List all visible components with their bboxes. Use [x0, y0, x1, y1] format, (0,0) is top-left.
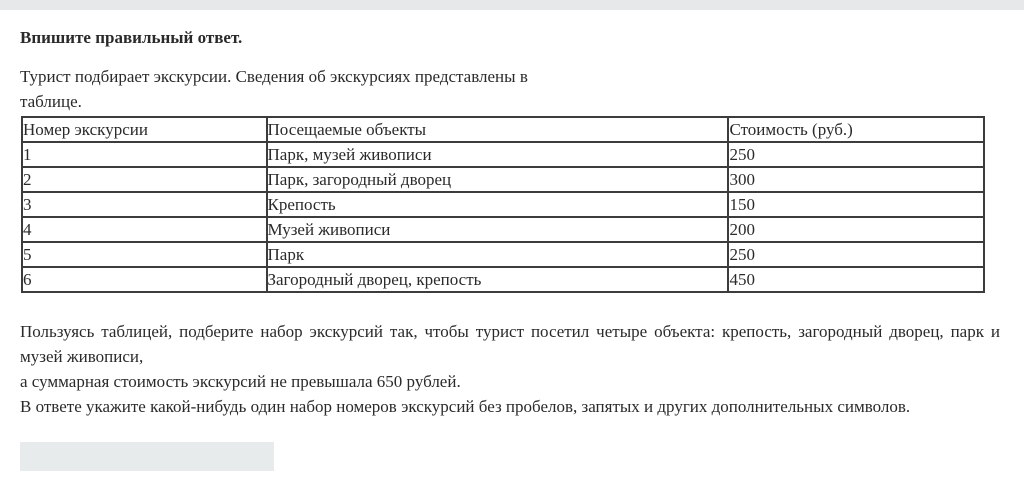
cell-number: 2: [22, 167, 267, 192]
cell-cost: 450: [728, 267, 984, 292]
cell-objects: Музей живописи: [267, 217, 729, 242]
cell-cost: 150: [728, 192, 984, 217]
table-header-row: [22, 117, 984, 142]
table-row: [22, 192, 984, 217]
cell-cost: 200: [728, 217, 984, 242]
cell-number: 3: [22, 192, 267, 217]
header-cell-objects: Посещаемые объекты: [267, 117, 729, 142]
instruction-text: Впишите правильный ответ.: [20, 28, 243, 47]
cell-cost: 250: [728, 142, 984, 167]
cell-number: 4: [22, 217, 267, 242]
cell-objects: Загородный дворец, крепость: [267, 267, 729, 292]
cell-number: 5: [22, 242, 267, 267]
table-row: [22, 142, 984, 167]
task-text: [20, 319, 1000, 419]
table-row: [22, 267, 984, 292]
cell-objects: Крепость: [267, 192, 729, 217]
answer-input[interactable]: [20, 442, 274, 471]
excursions-table: [21, 116, 985, 293]
question-content: [20, 26, 1000, 419]
cell-objects: Парк: [267, 242, 729, 267]
cell-objects: Парк, музей живописи: [267, 142, 729, 167]
task-line: а суммарная стоимость экскурсий не превышала 650 рублей.: [20, 372, 461, 391]
intro-text: Турист подбирает экскурсии. Сведения об экскурсиях представлены в таблице.: [20, 67, 528, 111]
header-cell-cost: Стоимость (руб.): [728, 117, 984, 142]
top-bar: [0, 0, 1024, 10]
table-row: [22, 167, 984, 192]
cell-number: 6: [22, 267, 267, 292]
cell-objects: Парк, загородный дворец: [267, 167, 729, 192]
table-row: [22, 242, 984, 267]
task-line: Пользуясь таблицей, подберите набор экскурсий так, чтобы турист посетил четыре объекта: крепость, загородный дворец, парк и музей живописи,: [20, 322, 1000, 366]
table-row: [22, 217, 984, 242]
header-cell-number: Номер экскурсии: [22, 117, 267, 142]
cell-cost: 250: [728, 242, 984, 267]
cell-cost: 300: [728, 167, 984, 192]
task-line: В ответе укажите какой-нибудь один набор номеров экскурсий без пробелов, запятых и других дополнительных символов.: [20, 397, 911, 416]
cell-number: 1: [22, 142, 267, 167]
